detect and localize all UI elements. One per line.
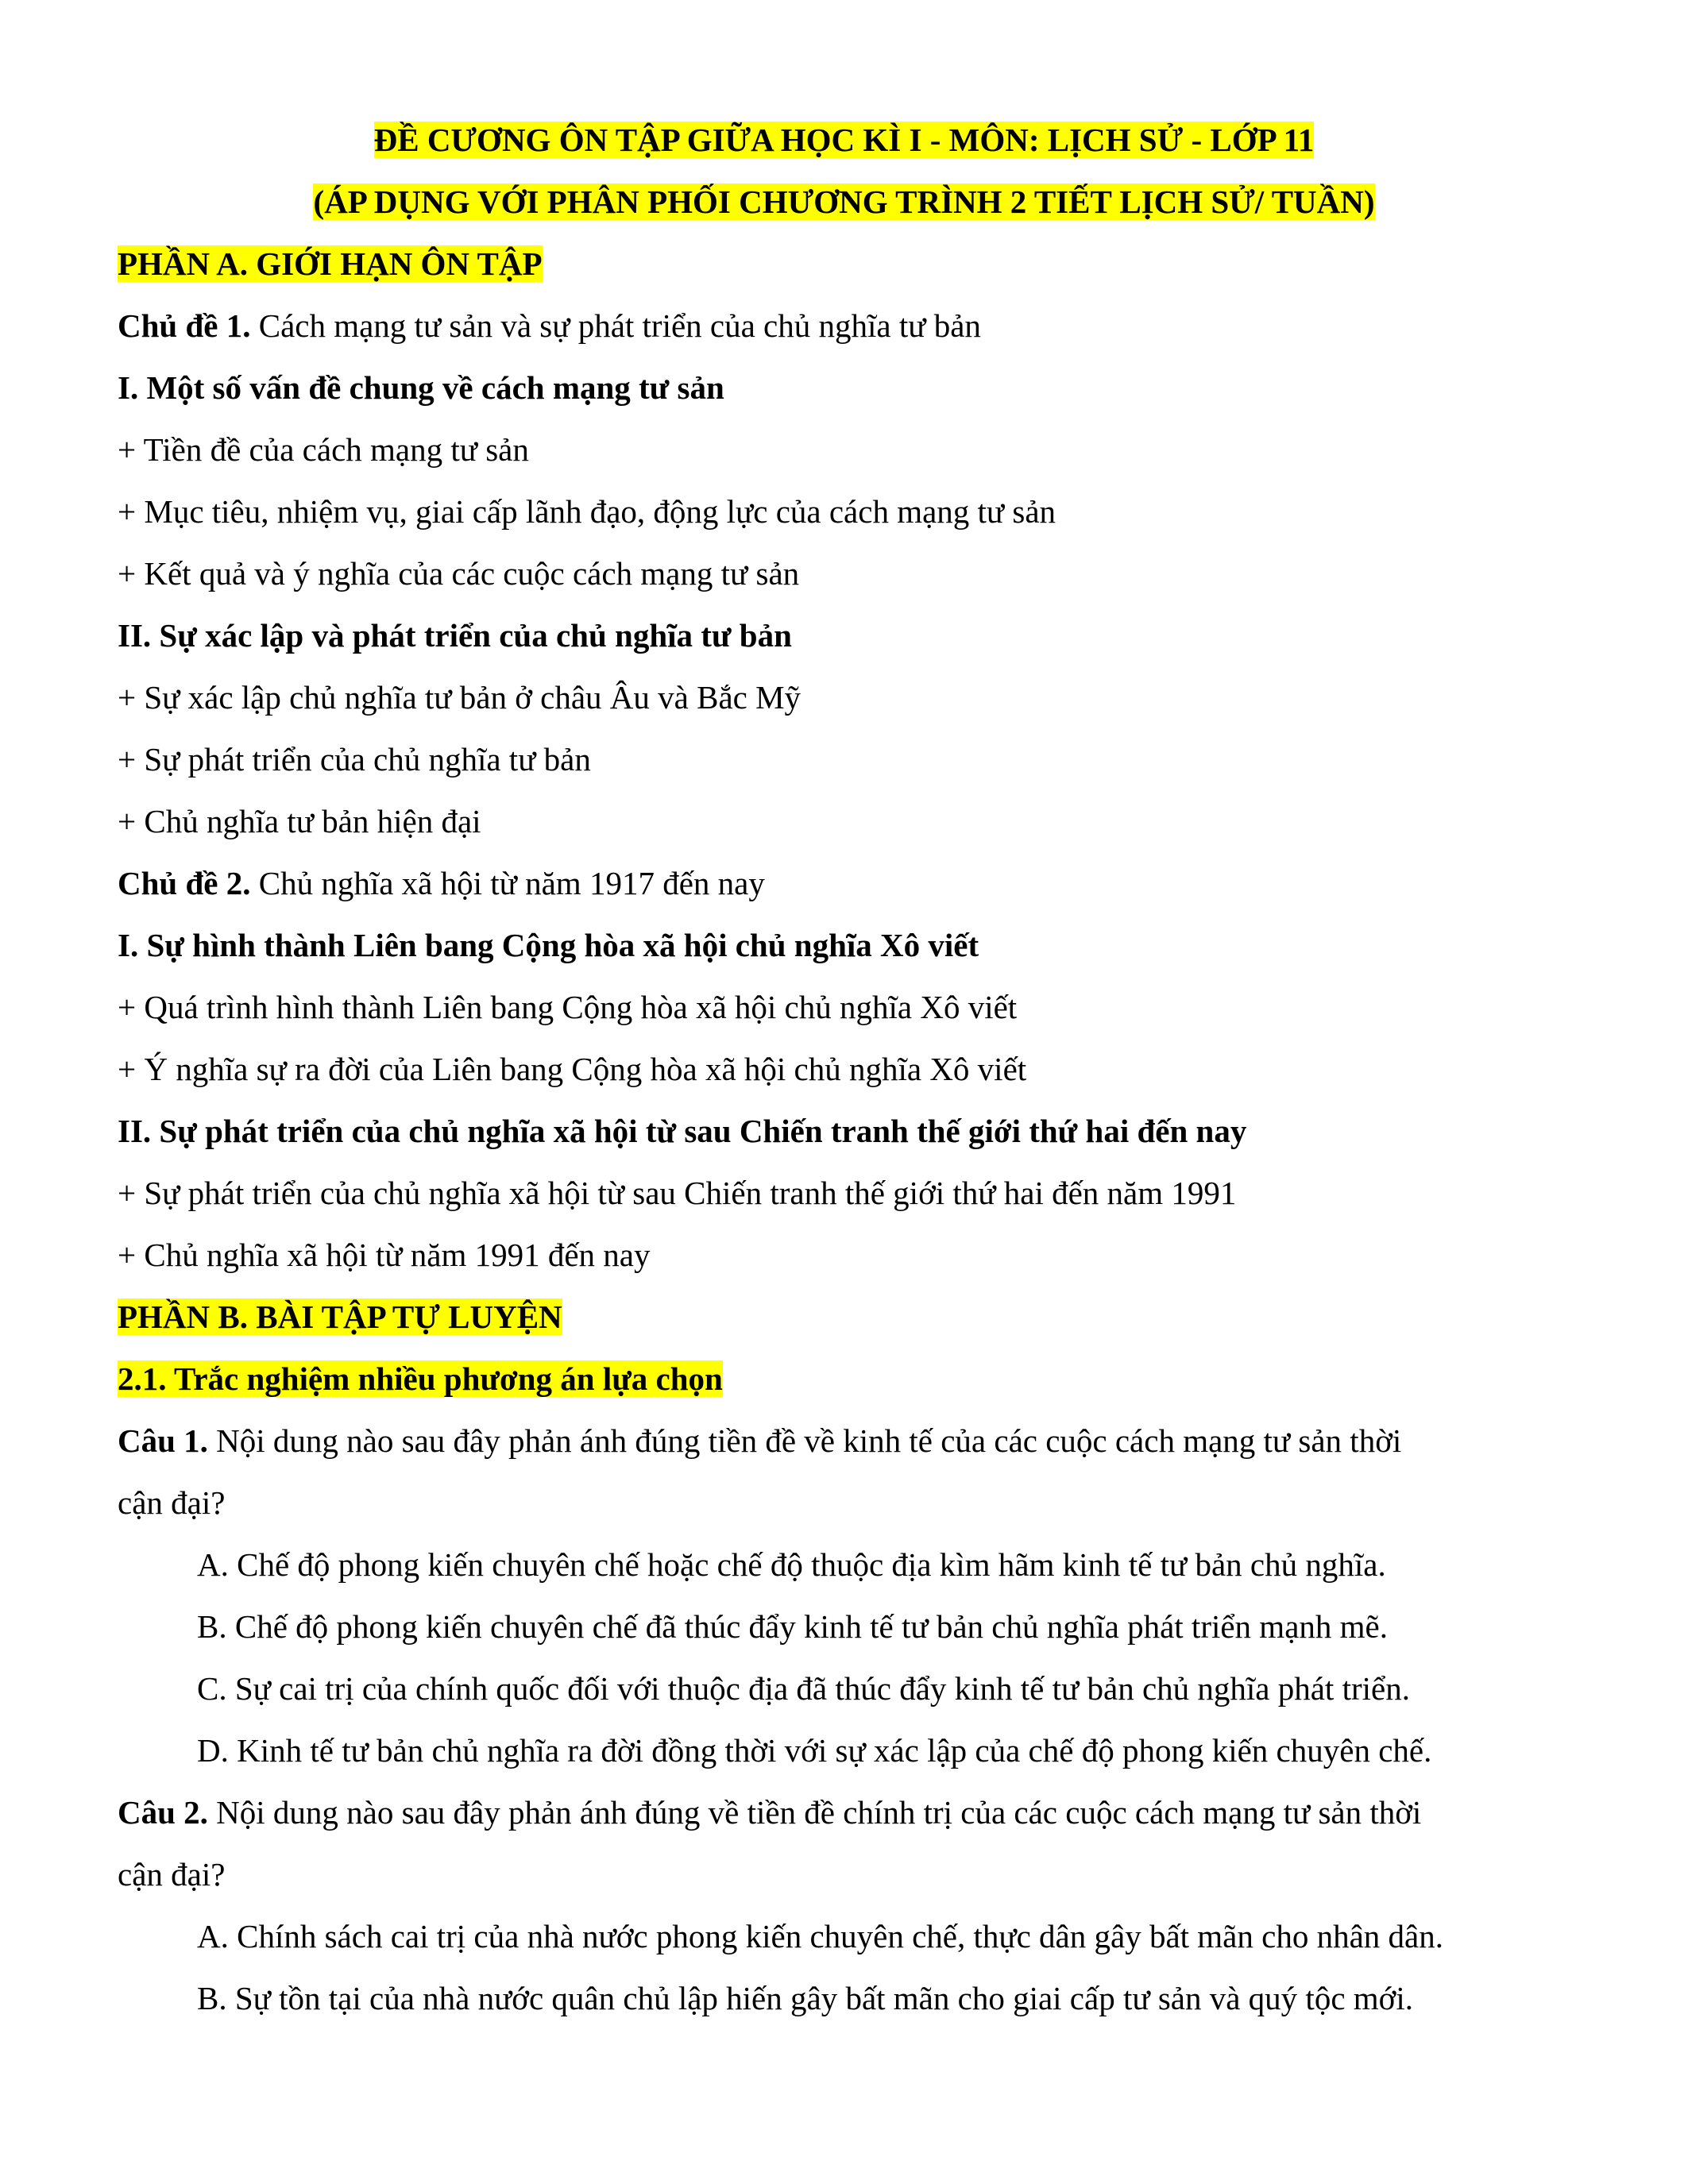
- list-item: + Sự phát triển của chủ nghĩa xã hội từ sau Chiến tranh thế giới thứ hai đến năm 1991: [118, 1175, 1237, 1211]
- question-2-option-a: A. Chính sách cai trị của nhà nước phong kiến chuyên chế, thực dân gây bất mãn cho nhân dân.: [197, 1918, 1443, 1954]
- list-item: + Mục tiêu, nhiệm vụ, giai cấp lãnh đạo, động lực của cách mạng tư sản: [118, 493, 1056, 530]
- question-2-line-2: cận đại?: [118, 1856, 226, 1893]
- list-item: + Sự phát triển của chủ nghĩa tư bản: [118, 741, 591, 778]
- question-2-label: Câu 2.: [118, 1794, 208, 1831]
- list-item: + Tiền đề của cách mạng tư sản: [118, 431, 529, 468]
- question-1-option-d: D. Kinh tế tư bản chủ nghĩa ra đời đồng thời với sự xác lập của chế độ phong kiến chuyên chế.: [197, 1732, 1432, 1769]
- question-1-line-2: cận đại?: [118, 1484, 226, 1521]
- topic-1-line: [118, 303, 981, 348]
- part-b-subheading: 2.1. Trắc nghiệm nhiều phương án lựa chọn: [118, 1360, 723, 1397]
- question-1-option-b: B. Chế độ phong kiến chuyên chế đã thúc đẩy kinh tế tư bản chủ nghĩa phát triển mạnh mẽ.: [197, 1608, 1388, 1645]
- topic-2-section-2-heading: II. Sự phát triển của chủ nghĩa xã hội từ sau Chiến tranh thế giới thứ hai đến nay: [118, 1113, 1247, 1149]
- question-2-option-b: B. Sự tồn tại của nhà nước quân chủ lập hiến gây bất mãn cho giai cấp tư sản và quý tộc mới.: [197, 1980, 1413, 2016]
- part-a-heading: PHẦN A. GIỚI HẠN ÔN TẬP: [118, 245, 543, 282]
- list-item: + Chủ nghĩa tư bản hiện đại: [118, 803, 481, 839]
- list-item: + Ý nghĩa sự ra đời của Liên bang Cộng hòa xã hội chủ nghĩa Xô viết: [118, 1051, 1027, 1087]
- part-b-heading: PHẦN B. BÀI TẬP TỰ LUYỆN: [118, 1298, 562, 1335]
- list-item: + Chủ nghĩa xã hội từ năm 1991 đến nay: [118, 1237, 651, 1273]
- topic-1-text: Cách mạng tư sản và sự phát triển của chủ nghĩa tư bản: [250, 307, 981, 344]
- title-line-2: (ÁP DỤNG VỚI PHÂN PHỐI CHƯƠNG TRÌNH 2 TIẾT LỊCH SỬ/ TUẦN): [313, 183, 1375, 220]
- topic-1-section-2-heading: II. Sự xác lập và phát triển của chủ nghĩa tư bản: [118, 617, 792, 654]
- list-item: + Sự xác lập chủ nghĩa tư bản ở châu Âu và Bắc Mỹ: [118, 679, 802, 716]
- topic-2-section-1-heading: I. Sự hình thành Liên bang Cộng hòa xã hội chủ nghĩa Xô viết: [118, 927, 979, 963]
- topic-2-label: Chủ đề 2.: [118, 865, 251, 901]
- title-line-1: ĐỀ CƯƠNG ÔN TẬP GIỮA HỌC KÌ I - MÔN: LỊCH SỬ - LỚP 11: [373, 122, 1315, 158]
- topic-2-line: [118, 861, 765, 905]
- question-2-line-1: Câu 2. Nội dung nào sau đây phản ánh đúng về tiền đề chính trị của các cuộc cách mạng tư sản thời: [118, 1794, 1422, 1831]
- question-1-label: Câu 1.: [118, 1422, 208, 1459]
- question-1-option-a: A. Chế độ phong kiến chuyên chế hoặc chế độ thuộc địa kìm hãm kinh tế tư bản chủ nghĩa.: [197, 1546, 1386, 1583]
- topic-1-section-1-heading: I. Một số vấn đề chung về cách mạng tư sản: [118, 369, 724, 406]
- list-item: + Quá trình hình thành Liên bang Cộng hòa xã hội chủ nghĩa Xô viết: [118, 989, 1018, 1025]
- topic-2-text: Chủ nghĩa xã hội từ năm 1917 đến nay: [250, 865, 765, 901]
- question-1-option-c: C. Sự cai trị của chính quốc đối với thuộc địa đã thúc đẩy kinh tế tư bản chủ nghĩa phát triển.: [197, 1670, 1410, 1707]
- list-item: + Kết quả và ý nghĩa của các cuộc cách mạng tư sản: [118, 555, 800, 592]
- question-1-line-1: Câu 1. Nội dung nào sau đây phản ánh đúng tiền đề về kinh tế của các cuộc cách mạng tư sản thời: [118, 1422, 1402, 1459]
- topic-1-label: Chủ đề 1.: [118, 307, 251, 344]
